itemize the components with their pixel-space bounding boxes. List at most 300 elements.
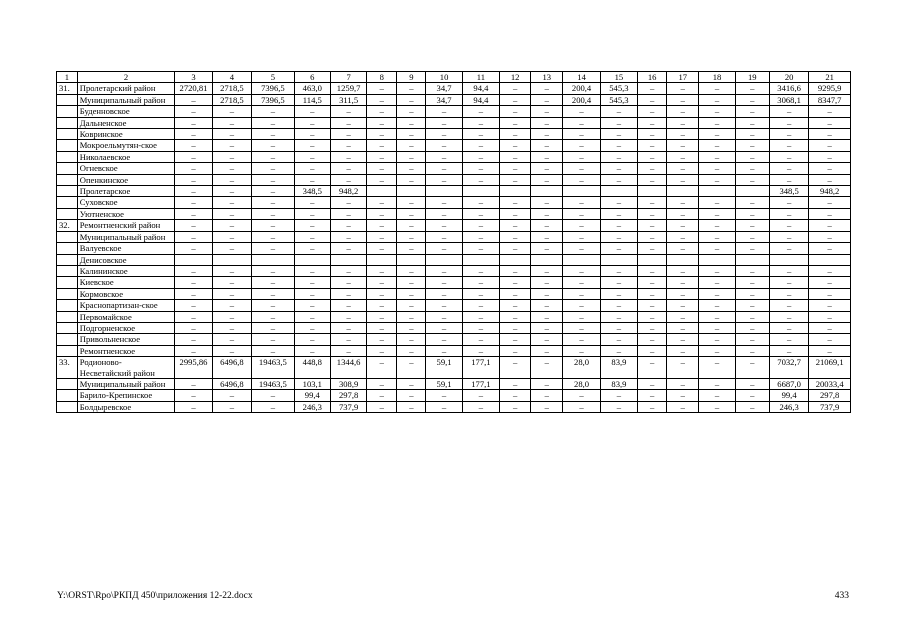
value-cell: – [426, 174, 462, 185]
value-cell: – [667, 94, 699, 105]
value-cell: – [367, 106, 397, 117]
value-cell [462, 254, 499, 265]
row-number-cell [57, 163, 78, 174]
value-cell: – [294, 174, 330, 185]
value-cell: – [638, 231, 667, 242]
value-cell: – [667, 106, 699, 117]
value-cell: 545,3 [600, 83, 637, 94]
value-cell: – [735, 265, 769, 276]
territory-name-cell: Калининское [77, 265, 175, 276]
value-cell: 20033,4 [809, 378, 851, 389]
value-cell: – [426, 117, 462, 128]
value-cell: – [367, 401, 397, 412]
value-cell [563, 254, 600, 265]
value-cell: – [531, 174, 563, 185]
value-cell: – [600, 197, 637, 208]
value-cell: – [667, 357, 699, 379]
value-cell: 297,8 [330, 390, 366, 401]
value-cell: – [330, 106, 366, 117]
table-row [57, 140, 851, 151]
value-cell: – [667, 401, 699, 412]
column-number-row [57, 72, 851, 83]
value-cell: – [212, 117, 251, 128]
value-cell: – [252, 129, 295, 140]
table-row [57, 401, 851, 412]
value-cell: – [426, 208, 462, 219]
value-cell: – [699, 277, 735, 288]
value-cell: – [175, 220, 212, 231]
value-cell: – [638, 357, 667, 379]
value-cell: – [769, 288, 808, 299]
value-cell: – [294, 151, 330, 162]
value-cell: – [769, 151, 808, 162]
value-cell: – [252, 265, 295, 276]
territory-name-cell: Уютненское [77, 208, 175, 219]
table-row [57, 163, 851, 174]
value-cell: 8347,7 [809, 94, 851, 105]
value-cell: – [462, 140, 499, 151]
value-cell: – [367, 357, 397, 379]
value-cell: – [367, 265, 397, 276]
value-cell: – [294, 140, 330, 151]
value-cell: – [667, 265, 699, 276]
value-cell: – [397, 174, 426, 185]
table-row [57, 311, 851, 322]
value-cell: – [426, 220, 462, 231]
value-cell: – [500, 197, 531, 208]
value-cell: – [367, 390, 397, 401]
value-cell: – [330, 311, 366, 322]
value-cell: 737,9 [330, 401, 366, 412]
value-cell: 3068,1 [769, 94, 808, 105]
value-cell: – [212, 208, 251, 219]
value-cell: – [699, 288, 735, 299]
value-cell: – [531, 151, 563, 162]
value-cell: – [462, 220, 499, 231]
value-cell: – [667, 117, 699, 128]
value-cell: – [397, 265, 426, 276]
value-cell [212, 254, 251, 265]
value-cell: – [563, 288, 600, 299]
value-cell: – [735, 277, 769, 288]
value-cell: 463,0 [294, 83, 330, 94]
row-number-cell [57, 345, 78, 356]
territory-name-cell: Буденновское [77, 106, 175, 117]
value-cell: – [294, 265, 330, 276]
value-cell: – [252, 390, 295, 401]
value-cell: – [500, 117, 531, 128]
value-cell: – [462, 265, 499, 276]
value-cell: – [175, 311, 212, 322]
value-cell: – [531, 94, 563, 105]
value-cell: – [175, 174, 212, 185]
value-cell: – [330, 334, 366, 345]
territory-name-cell: Первомайское [77, 311, 175, 322]
column-number-cell: 2 [77, 72, 175, 83]
value-cell [638, 186, 667, 197]
value-cell: – [367, 163, 397, 174]
value-cell: – [426, 129, 462, 140]
value-cell: – [500, 311, 531, 322]
value-cell: – [462, 174, 499, 185]
value-cell: – [600, 106, 637, 117]
value-cell: 34,7 [426, 83, 462, 94]
value-cell: – [252, 311, 295, 322]
value-cell: – [175, 345, 212, 356]
value-cell: – [735, 345, 769, 356]
column-number-cell: 8 [367, 72, 397, 83]
value-cell: – [638, 117, 667, 128]
value-cell: – [699, 174, 735, 185]
territory-name-cell: Огневское [77, 163, 175, 174]
value-cell: – [531, 322, 563, 333]
value-cell: – [426, 151, 462, 162]
value-cell: – [330, 300, 366, 311]
value-cell: – [563, 334, 600, 345]
value-cell: – [600, 401, 637, 412]
value-cell: – [500, 208, 531, 219]
value-cell: – [330, 265, 366, 276]
value-cell: – [175, 140, 212, 151]
value-cell: – [809, 300, 851, 311]
territory-name-cell: Привольненское [77, 334, 175, 345]
value-cell: 246,3 [294, 401, 330, 412]
value-cell: – [809, 151, 851, 162]
value-cell: – [531, 140, 563, 151]
column-number-cell: 16 [638, 72, 667, 83]
value-cell: – [397, 357, 426, 379]
value-cell: – [600, 334, 637, 345]
value-cell: 948,2 [330, 186, 366, 197]
column-number-cell: 7 [330, 72, 366, 83]
value-cell: – [397, 94, 426, 105]
value-cell: 308,9 [330, 378, 366, 389]
territory-name-cell: Родионово-Несветайский район [77, 357, 175, 379]
value-cell: – [175, 163, 212, 174]
row-number-cell [57, 129, 78, 140]
row-number-cell [57, 197, 78, 208]
value-cell: – [367, 94, 397, 105]
column-number-cell: 10 [426, 72, 462, 83]
value-cell: – [638, 208, 667, 219]
value-cell: – [462, 197, 499, 208]
value-cell [735, 254, 769, 265]
value-cell: – [330, 231, 366, 242]
territory-name-cell: Николаевское [77, 151, 175, 162]
value-cell: – [252, 197, 295, 208]
value-cell: – [735, 334, 769, 345]
value-cell: – [500, 174, 531, 185]
value-cell: – [667, 220, 699, 231]
value-cell: 448,8 [294, 357, 330, 379]
value-cell: – [252, 401, 295, 412]
table-row [57, 151, 851, 162]
value-cell [330, 254, 366, 265]
value-cell: – [735, 311, 769, 322]
table-row [57, 254, 851, 265]
territory-name-cell: Муниципальный район [77, 231, 175, 242]
value-cell: – [809, 197, 851, 208]
value-cell: – [500, 378, 531, 389]
value-cell: – [175, 300, 212, 311]
value-cell: – [769, 311, 808, 322]
value-cell: – [769, 220, 808, 231]
value-cell: – [600, 265, 637, 276]
value-cell: 28,0 [563, 357, 600, 379]
value-cell: – [462, 390, 499, 401]
value-cell: – [212, 401, 251, 412]
value-cell: – [367, 311, 397, 322]
value-cell: – [367, 322, 397, 333]
territory-name-cell: Муниципальный район [77, 378, 175, 389]
value-cell: – [699, 106, 735, 117]
territory-name-cell: Мокроельмутян-ское [77, 140, 175, 151]
value-cell: – [735, 322, 769, 333]
column-number-cell: 3 [175, 72, 212, 83]
value-cell: – [809, 220, 851, 231]
value-cell: – [252, 334, 295, 345]
value-cell: – [809, 106, 851, 117]
value-cell: – [769, 117, 808, 128]
territory-name-cell: Пролетарское [77, 186, 175, 197]
value-cell: – [667, 197, 699, 208]
value-cell: 200,4 [563, 94, 600, 105]
value-cell: – [638, 311, 667, 322]
value-cell [600, 186, 637, 197]
value-cell: – [531, 265, 563, 276]
value-cell: – [175, 277, 212, 288]
value-cell: – [212, 129, 251, 140]
value-cell: – [426, 197, 462, 208]
value-cell: – [667, 231, 699, 242]
value-cell: – [769, 243, 808, 254]
value-cell: – [638, 243, 667, 254]
value-cell: – [330, 322, 366, 333]
value-cell: – [667, 334, 699, 345]
footer-page-number: 433 [834, 591, 849, 601]
value-cell: – [397, 231, 426, 242]
column-number-cell: 11 [462, 72, 499, 83]
value-cell: – [699, 94, 735, 105]
column-number-cell: 5 [252, 72, 295, 83]
value-cell: – [638, 163, 667, 174]
value-cell: – [500, 220, 531, 231]
value-cell: – [397, 151, 426, 162]
value-cell: – [252, 277, 295, 288]
value-cell: – [809, 129, 851, 140]
value-cell: – [531, 288, 563, 299]
value-cell [500, 254, 531, 265]
value-cell: – [735, 231, 769, 242]
value-cell: – [252, 117, 295, 128]
row-number-cell [57, 265, 78, 276]
value-cell: 2720,81 [175, 83, 212, 94]
value-cell: – [426, 288, 462, 299]
value-cell: – [563, 277, 600, 288]
value-cell: – [294, 288, 330, 299]
row-number-cell [57, 322, 78, 333]
value-cell [397, 186, 426, 197]
value-cell [667, 254, 699, 265]
table-row [57, 83, 851, 94]
table-row [57, 243, 851, 254]
value-cell: – [699, 197, 735, 208]
value-cell: – [600, 390, 637, 401]
value-cell: – [397, 243, 426, 254]
value-cell: 545,3 [600, 94, 637, 105]
value-cell: – [462, 322, 499, 333]
value-cell: – [809, 311, 851, 322]
value-cell: 7396,5 [252, 83, 295, 94]
value-cell: 2718,5 [212, 94, 251, 105]
value-cell: – [426, 106, 462, 117]
row-number-cell [57, 311, 78, 322]
value-cell: – [397, 106, 426, 117]
value-cell: 177,1 [462, 378, 499, 389]
value-cell: – [212, 345, 251, 356]
value-cell: – [667, 288, 699, 299]
value-cell: – [769, 265, 808, 276]
value-cell [531, 186, 563, 197]
value-cell: – [563, 231, 600, 242]
value-cell: – [667, 311, 699, 322]
value-cell: – [330, 163, 366, 174]
value-cell: – [367, 288, 397, 299]
value-cell: – [735, 220, 769, 231]
value-cell: – [769, 174, 808, 185]
value-cell: – [809, 117, 851, 128]
value-cell: – [175, 197, 212, 208]
value-cell [699, 186, 735, 197]
value-cell: – [531, 277, 563, 288]
value-cell: – [769, 163, 808, 174]
value-cell [769, 254, 808, 265]
value-cell: – [252, 106, 295, 117]
value-cell: – [500, 277, 531, 288]
value-cell: – [638, 129, 667, 140]
value-cell: – [600, 129, 637, 140]
value-cell: – [531, 129, 563, 140]
value-cell: – [563, 163, 600, 174]
value-cell: 1344,6 [330, 357, 366, 379]
column-number-cell: 14 [563, 72, 600, 83]
value-cell: – [252, 231, 295, 242]
table-row [57, 208, 851, 219]
value-cell: – [769, 277, 808, 288]
value-cell: – [500, 390, 531, 401]
value-cell: – [330, 208, 366, 219]
value-cell: – [735, 401, 769, 412]
value-cell: – [462, 401, 499, 412]
value-cell: – [699, 401, 735, 412]
value-cell: – [809, 140, 851, 151]
value-cell: – [735, 117, 769, 128]
row-number-cell [57, 378, 78, 389]
value-cell: – [638, 277, 667, 288]
value-cell: – [638, 83, 667, 94]
value-cell: – [462, 106, 499, 117]
value-cell: – [294, 220, 330, 231]
value-cell: – [638, 197, 667, 208]
value-cell: – [531, 357, 563, 379]
value-cell: – [667, 140, 699, 151]
value-cell: – [531, 117, 563, 128]
value-cell: – [735, 129, 769, 140]
territory-name-cell: Дальненское [77, 117, 175, 128]
row-number-cell [57, 390, 78, 401]
value-cell: – [252, 163, 295, 174]
value-cell: – [809, 334, 851, 345]
value-cell: – [769, 208, 808, 219]
value-cell: – [600, 311, 637, 322]
value-cell: – [252, 322, 295, 333]
value-cell: – [500, 322, 531, 333]
value-cell: – [563, 117, 600, 128]
value-cell: – [809, 277, 851, 288]
value-cell: 200,4 [563, 83, 600, 94]
value-cell: – [212, 231, 251, 242]
value-cell: – [500, 129, 531, 140]
column-number-cell: 6 [294, 72, 330, 83]
value-cell: – [699, 300, 735, 311]
value-cell: – [699, 117, 735, 128]
value-cell: – [563, 208, 600, 219]
value-cell: – [397, 288, 426, 299]
value-cell: – [809, 163, 851, 174]
column-number-cell: 18 [699, 72, 735, 83]
value-cell: – [252, 243, 295, 254]
value-cell: – [462, 300, 499, 311]
value-cell: – [563, 174, 600, 185]
value-cell: – [699, 334, 735, 345]
value-cell: – [667, 300, 699, 311]
value-cell: – [699, 311, 735, 322]
territory-name-cell: Денисовское [77, 254, 175, 265]
value-cell: – [175, 186, 212, 197]
value-cell: – [500, 401, 531, 412]
value-cell: 311,5 [330, 94, 366, 105]
value-cell: – [769, 300, 808, 311]
value-cell: – [212, 197, 251, 208]
value-cell: – [252, 186, 295, 197]
value-cell: – [426, 277, 462, 288]
value-cell: – [563, 197, 600, 208]
territory-name-cell: Болдыревское [77, 401, 175, 412]
value-cell: – [426, 300, 462, 311]
row-number-cell [57, 300, 78, 311]
value-cell: – [294, 163, 330, 174]
column-number-cell: 13 [531, 72, 563, 83]
value-cell: – [563, 106, 600, 117]
territory-name-cell: Валуевское [77, 243, 175, 254]
row-number-cell: 31. [57, 83, 78, 94]
table-row [57, 197, 851, 208]
value-cell: – [563, 243, 600, 254]
value-cell: 83,9 [600, 378, 637, 389]
territory-name-cell: Ремонтненский район [77, 220, 175, 231]
value-cell: – [699, 243, 735, 254]
value-cell: – [462, 117, 499, 128]
column-number-cell: 21 [809, 72, 851, 83]
value-cell: – [212, 288, 251, 299]
value-cell: – [531, 300, 563, 311]
value-cell: 19463,5 [252, 357, 295, 379]
territory-name-cell: Муниципальный район [77, 94, 175, 105]
table-row [57, 288, 851, 299]
value-cell [426, 254, 462, 265]
value-cell: – [294, 231, 330, 242]
value-cell: 2995,86 [175, 357, 212, 379]
